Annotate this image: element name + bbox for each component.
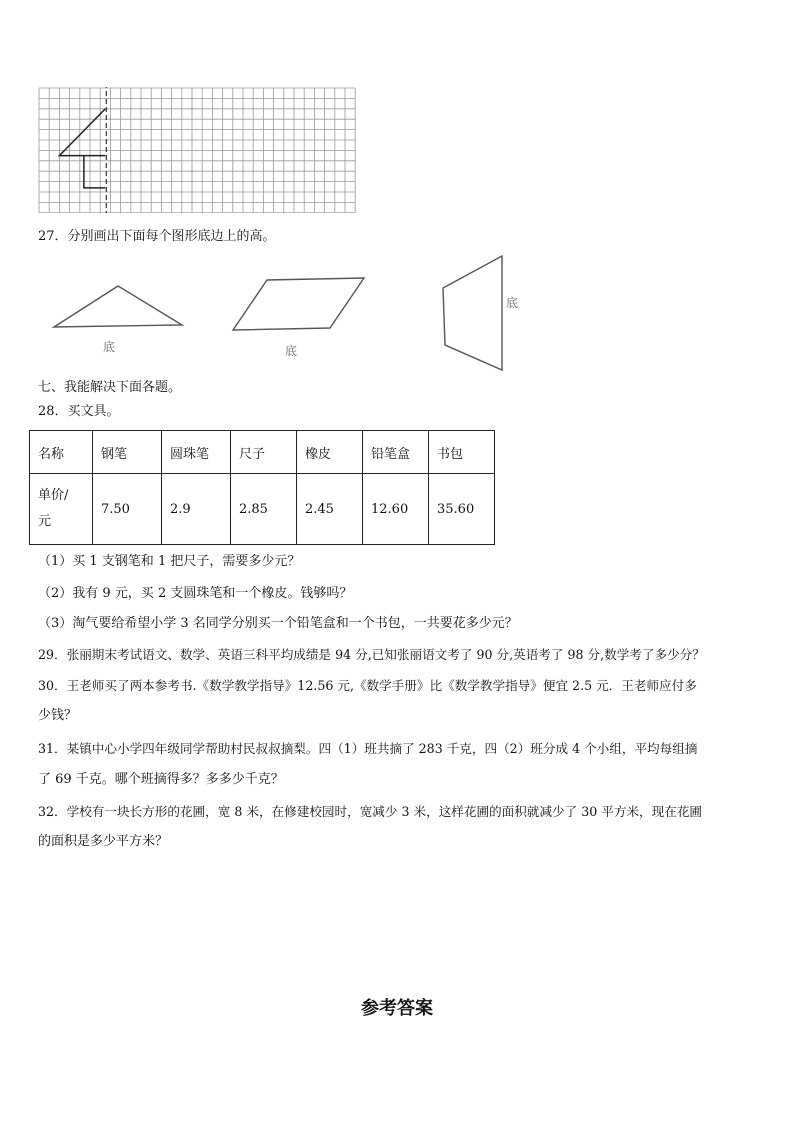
table-cell: 名称 bbox=[30, 431, 93, 474]
question-27: 27．分别画出下面每个图形底边上的高。 bbox=[38, 229, 276, 244]
answer-key-title: 参考答案 bbox=[361, 998, 433, 1019]
question-32-line-1: 32．学校有一块长方形的花圃，宽 8 米，在修建校园时，宽减少 3 米，这样花圃的面积就减少了 30 平方米，现在花圃 bbox=[38, 804, 703, 819]
price-table bbox=[29, 430, 495, 545]
section-7-title: 七、我能解决下面各题。 bbox=[38, 380, 182, 395]
grid-figure bbox=[38, 87, 356, 213]
table-row-label bbox=[30, 474, 93, 545]
table-cell: 铅笔盒 bbox=[363, 431, 429, 474]
triangle-shape bbox=[54, 286, 182, 327]
triangle-base-label: 底 bbox=[103, 340, 116, 354]
parallelogram-base-label: 底 bbox=[285, 344, 298, 358]
table-cell: 橡皮 bbox=[297, 431, 363, 474]
table-cell: 7.50 bbox=[93, 474, 162, 545]
table-cell: 35.60 bbox=[429, 474, 495, 545]
question-30-line-1: 30．王老师买了两本参考书.《数学教学指导》12.56 元,《数学手册》比《数学教学指导》便宜 2.5 元．王老师应付多 bbox=[38, 678, 697, 693]
parallelogram-shape bbox=[233, 278, 364, 330]
table-cell: 2.85 bbox=[231, 474, 297, 545]
question-31-line-2: 了 69 千克。哪个班摘得多？多多少千克？ bbox=[38, 772, 284, 787]
table-header-row bbox=[30, 431, 495, 474]
table-row bbox=[30, 474, 495, 545]
question-30-line-2: 少钱？ bbox=[38, 708, 78, 723]
question-28-title: 28．买文具。 bbox=[38, 404, 120, 419]
row-label-line: 单价/ bbox=[38, 488, 69, 503]
table-cell: 2.9 bbox=[162, 474, 231, 545]
table-cell: 圆珠笔 bbox=[162, 431, 231, 474]
table-cell: 尺子 bbox=[231, 431, 297, 474]
question-29: 29．张丽期末考试语文、数学、英语三科平均成绩是 94 分,已知张丽语文考了 90 分,英语考了 98 分,数学考了多少分？ bbox=[38, 647, 705, 662]
trapezoid-shape bbox=[443, 256, 502, 370]
question-31-line-1: 31．某镇中心小学四年级同学帮助村民叔叔摘梨。四（1）班共摘了 283 千克，四（2）班分成 4 个小组，平均每组摘 bbox=[38, 741, 698, 756]
table-cell: 书包 bbox=[429, 431, 495, 474]
triangle-figure bbox=[59, 109, 105, 156]
table-cell: 2.45 bbox=[297, 474, 363, 545]
question-28-sub-2: （2）我有 9 元，买 2 支圆珠笔和一个橡皮。钱够吗？ bbox=[38, 586, 353, 601]
question-28-sub-3: （3）淘气要给希望小学 3 名同学分别买一个铅笔盒和一个书包，一共要花多少元？ bbox=[38, 616, 518, 631]
question-28-sub-1: （1）买 1 支钢笔和 1 把尺子，需要多少元？ bbox=[38, 554, 301, 569]
table-cell: 12.60 bbox=[363, 474, 429, 545]
q27-shapes bbox=[40, 250, 540, 375]
row-label-line: 元 bbox=[38, 514, 52, 529]
question-32-line-2: 的面积是多少平方米？ bbox=[38, 834, 169, 849]
trapezoid-base-label: 底 bbox=[506, 296, 519, 310]
table-cell: 钢笔 bbox=[93, 431, 162, 474]
grid-drawing bbox=[38, 87, 356, 213]
